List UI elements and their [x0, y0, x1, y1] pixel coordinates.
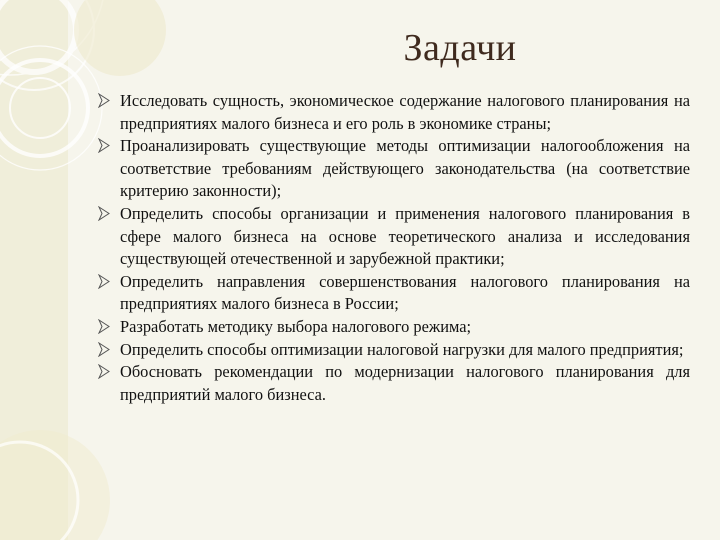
arrow-bullet-icon: [98, 319, 110, 334]
task-item: [98, 271, 690, 316]
arrow-bullet-icon: [98, 138, 110, 153]
arrow-bullet-icon: [98, 364, 110, 379]
task-item: [98, 361, 690, 406]
task-item: [98, 316, 690, 339]
task-text: Определить способы оптимизации налоговой нагрузки для малого предприятия;: [120, 339, 684, 359]
task-item: [98, 203, 690, 271]
task-list: [98, 90, 690, 406]
task-text: Обосновать рекомендации по модернизации налогового планирования для предприятий малого бизнеса.: [120, 362, 690, 404]
task-item: [98, 135, 690, 203]
task-item: [98, 90, 690, 135]
arrow-bullet-icon: [98, 274, 110, 289]
slide-title: Задачи: [403, 27, 517, 69]
arrow-bullet-icon: [98, 206, 110, 221]
task-text: Определить способы организации и применения налогового планирования в сфере малого бизнеса на основе теоретического анализа и исследования существующей отечественной и зарубежной практики;: [120, 203, 690, 269]
task-text: Проанализировать существующие методы оптимизации налогообложения на соответствие требованиям действующего законодательства (на соответствие критерию законности);: [120, 136, 690, 201]
task-text: Разработать методику выбора налогового режима;: [120, 316, 472, 336]
task-item: [98, 339, 690, 362]
task-text: Исследовать сущность, экономическое содержание налогового планирования на предприятиях малого бизнеса и его роль в экономике страны;: [120, 91, 690, 133]
arrow-bullet-icon: [98, 342, 110, 357]
task-text: Определить направления совершенствования налогового планирования на предприятиях малого бизнеса в России;: [120, 271, 690, 314]
arrow-bullet-icon: [98, 93, 110, 108]
